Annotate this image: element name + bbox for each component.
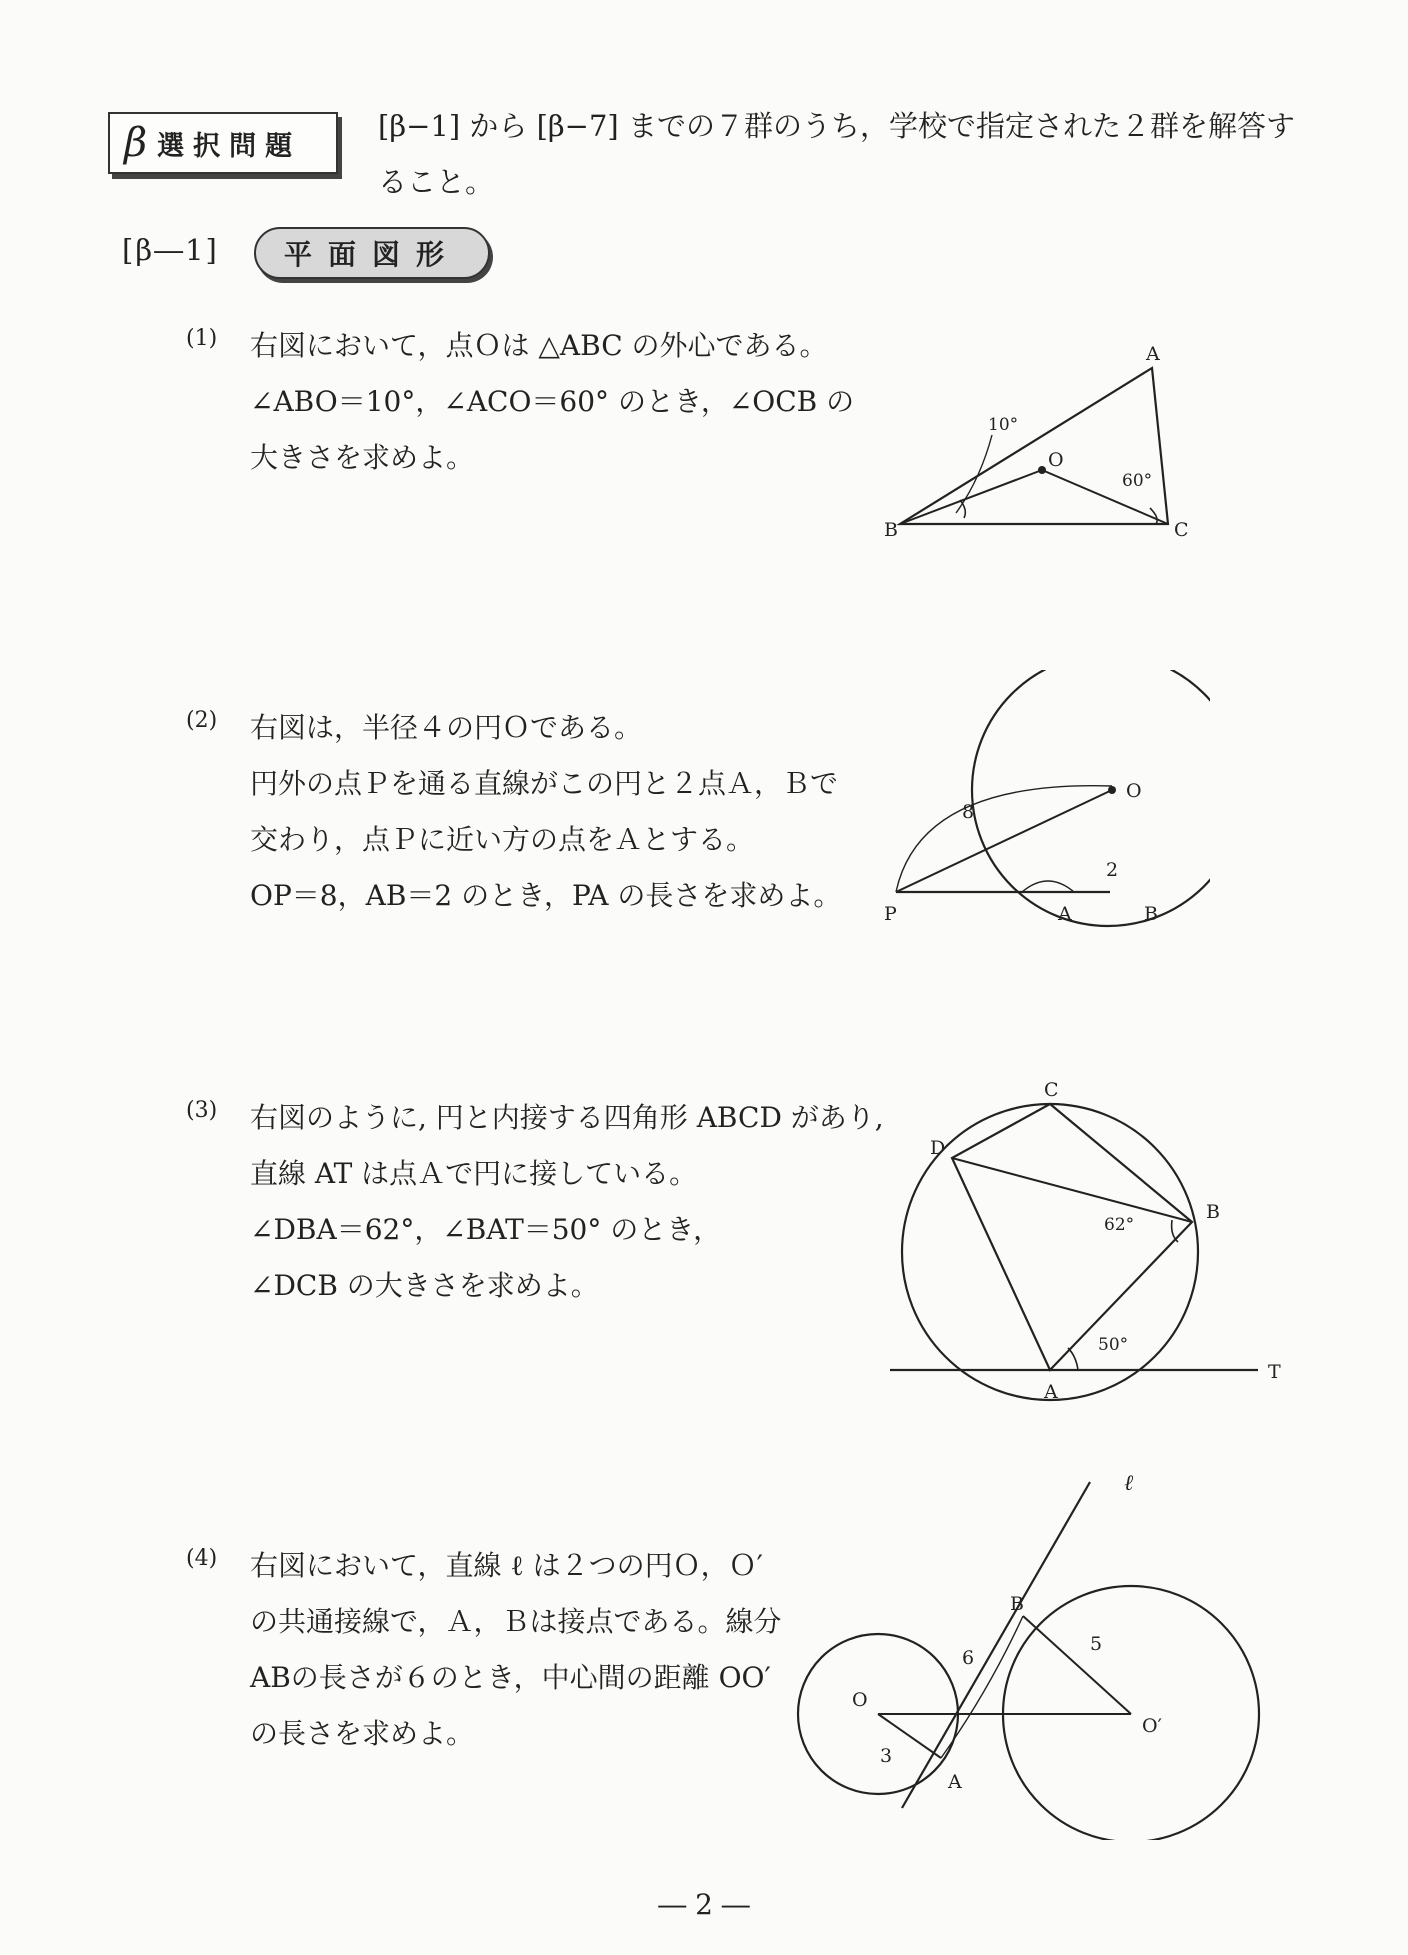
- circumcircle: [902, 1104, 1198, 1400]
- question-line: ABの長さが６のとき，中心間の距離 OO′: [250, 1661, 771, 1694]
- question-line: 右図において，点Ｏは △ABC の外心である。: [250, 329, 828, 362]
- question-line: OP＝8，AB＝2 のとき，PA の長さを求めよ。: [250, 879, 842, 912]
- label-b: B: [1144, 903, 1158, 925]
- length-arc-ab: [1022, 881, 1074, 892]
- question-number: (1): [186, 326, 218, 351]
- question-text: [250, 1090, 884, 1314]
- angle-label-10: 10°: [988, 415, 1019, 435]
- label-a: A: [1044, 1381, 1058, 1403]
- question-line: の共通接線で，Ａ，Ｂは接点である。線分: [250, 1605, 782, 1638]
- quadrilateral-abcd: [952, 1104, 1192, 1370]
- question-number: (4): [186, 1546, 218, 1571]
- question-line: 直線 AT は点Ａで円に接している。: [250, 1157, 698, 1190]
- label-c: C: [1044, 1079, 1059, 1101]
- question-text: [250, 700, 841, 924]
- label-d: D: [930, 1137, 946, 1159]
- question-line: 右図において，直線 ℓ は２つの円Ｏ，Ｏ′: [250, 1549, 764, 1582]
- length-label-3: 3: [880, 1745, 893, 1767]
- label-l: ℓ: [1124, 1471, 1134, 1496]
- question-line: 大きさを求めよ。: [250, 441, 475, 474]
- question-number: (3): [186, 1098, 218, 1123]
- label-b: B: [1010, 1593, 1024, 1615]
- length-label-6: 6: [962, 1647, 975, 1669]
- tangent-line-l: [902, 1482, 1090, 1808]
- length-label-5: 5: [1090, 1633, 1103, 1655]
- angle-label-50: 50°: [1098, 1335, 1129, 1355]
- figure-2-circle-secant: [870, 670, 1210, 950]
- topic-badge: [254, 227, 490, 279]
- question-line: 円外の点Ｐを通る直線がこの円と２点Ａ，Ｂで: [250, 767, 839, 800]
- angle-label-60: 60°: [1122, 471, 1153, 491]
- question-text: [250, 1538, 781, 1762]
- label-a: A: [948, 1771, 962, 1793]
- triangle-abc: [900, 368, 1168, 524]
- figure-4-common-tangent: [790, 1470, 1270, 1840]
- question-number: (2): [186, 708, 218, 733]
- angle-mark-a: [1068, 1348, 1078, 1370]
- question-line: ∠DCB の大きさを求めよ。: [250, 1269, 599, 1302]
- label-o: O: [1126, 780, 1142, 802]
- page-number: ― 2 ―: [658, 1888, 750, 1921]
- instruction-line: [β−1] から [β−7] までの７群のうち，学校で指定された２群を解答す: [378, 109, 1295, 143]
- instruction-line: ること。: [378, 165, 495, 199]
- topic-label: 平面図形: [283, 238, 460, 271]
- instructions: [378, 98, 1308, 210]
- question-line: ∠DBA＝62°，∠BAT＝50° のとき，: [250, 1213, 722, 1246]
- beta-symbol: β: [124, 120, 148, 166]
- label-b: B: [1206, 1201, 1220, 1223]
- question-line: ∠ABO＝10°，∠ACO＝60° のとき，∠OCB の: [250, 385, 855, 418]
- point-o: [1108, 786, 1116, 794]
- section-label: [β―1]: [122, 233, 219, 267]
- label-o: O: [852, 1689, 868, 1711]
- label-a: A: [1058, 903, 1072, 925]
- circle-o: [972, 670, 1210, 926]
- label-b: B: [884, 519, 898, 541]
- label-t: T: [1268, 1361, 1281, 1383]
- question-line: 右図のように, 円と内接する四角形 ABCD があり,: [250, 1101, 884, 1134]
- question-line: の長さを求めよ。: [250, 1717, 475, 1750]
- label-a: A: [1146, 343, 1160, 365]
- figure-3-inscribed-quadrilateral: [880, 1070, 1300, 1420]
- length-label-2: 2: [1106, 859, 1119, 881]
- label-o-prime: O′: [1142, 1715, 1162, 1737]
- label-p: P: [884, 903, 897, 925]
- point-o: [1038, 466, 1046, 474]
- radius-o-prime-b: [1023, 1616, 1131, 1714]
- segment-bo: [900, 470, 1042, 524]
- selection-header-box: [108, 112, 338, 174]
- diagonal-db: [952, 1158, 1192, 1222]
- question-line: 右図は，半径４の円Ｏである。: [250, 711, 643, 744]
- label-o: O: [1048, 449, 1064, 471]
- label-c: C: [1174, 519, 1189, 541]
- question-line: 交わり，点Ｐに近い方の点をＡとする。: [250, 823, 755, 856]
- length-label-8: 8: [962, 801, 975, 823]
- question-text: [250, 318, 854, 486]
- angle-label-62: 62°: [1104, 1215, 1135, 1235]
- figure-1-triangle: [860, 330, 1200, 550]
- selection-label: 選択問題: [157, 130, 302, 162]
